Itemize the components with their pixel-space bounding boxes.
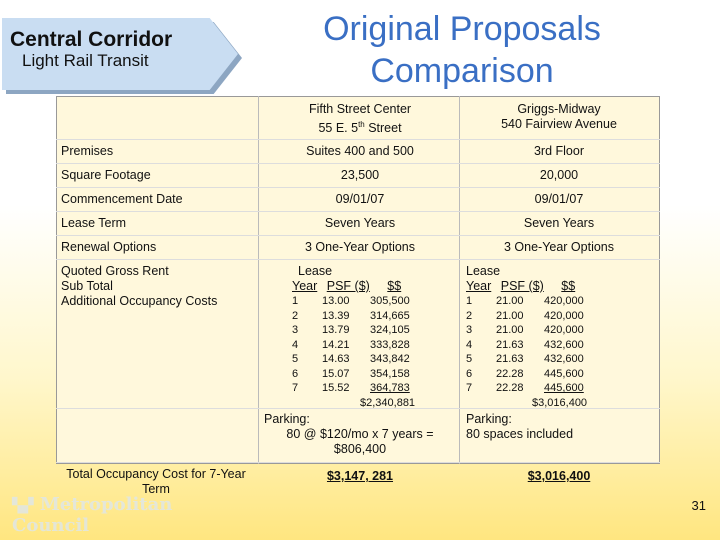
schedule-row	[292, 381, 414, 396]
schedule-row	[466, 352, 588, 367]
schedule-row	[466, 381, 588, 396]
schedule-psf: 21.63	[496, 338, 524, 351]
schedule-row	[466, 294, 588, 309]
schedule-year: 2	[292, 309, 299, 322]
cell-square-footage-1: 23,500	[340, 168, 380, 182]
schedule-row	[292, 338, 414, 353]
schedule-row	[292, 352, 414, 367]
rent-labels	[61, 264, 256, 309]
schedule-year: 4	[292, 338, 299, 351]
parking-cost: $806,400	[333, 442, 387, 456]
title-line-1: Original Proposals	[323, 10, 601, 48]
header-psf: PSF ($)	[500, 279, 544, 293]
row-divider	[56, 235, 660, 236]
cell-renewal-1: 3 One-Year Options	[304, 240, 416, 254]
row-label-lease-term: Lease Term	[61, 216, 127, 230]
rent-schedule-1	[292, 264, 452, 411]
header-psf: PSF ($)	[326, 279, 370, 293]
schedule-total: $2,340,881	[360, 396, 416, 409]
row-label-square-footage: Square Footage	[61, 168, 151, 182]
schedule-psf: 22.28	[496, 382, 524, 394]
column-address: 540 Fairview Avenue	[501, 117, 617, 131]
schedule-amount: 333,828	[370, 338, 410, 351]
row-divider	[56, 139, 660, 140]
schedule-amount: 324,105	[370, 324, 410, 336]
header-year: Year	[466, 279, 492, 293]
schedule-year: 3	[466, 324, 473, 336]
schedule-psf: 21.00	[496, 295, 524, 307]
cell-square-footage-2: 20,000	[539, 168, 579, 182]
schedule-psf: 21.00	[496, 324, 524, 336]
schedule-psf: 14.63	[322, 353, 350, 365]
header-dollars: $$	[561, 279, 576, 293]
schedule-amount: 343,842	[370, 353, 410, 365]
schedule-psf: 13.00	[322, 295, 350, 307]
schedule-amount: 432,600	[544, 338, 584, 351]
schedule-row	[292, 367, 414, 382]
schedule-year: 1	[292, 295, 299, 307]
schedule-year: 5	[466, 353, 473, 365]
schedule-row	[466, 367, 588, 382]
schedule-psf: 13.79	[322, 324, 350, 336]
parking-1	[262, 412, 458, 457]
schedule-amount: 305,500	[370, 295, 410, 307]
column-header-fifth-street	[262, 102, 458, 136]
schedule-year: 6	[466, 367, 473, 380]
column-name: Fifth Street Center	[308, 102, 412, 116]
row-divider	[56, 163, 660, 164]
cell-lease-term-2: Seven Years	[523, 216, 595, 230]
schedule-psf: 15.07	[322, 367, 350, 380]
slide-title	[300, 8, 624, 92]
row-label-premises: Premises	[61, 144, 114, 158]
schedule-amount: 420,000	[544, 295, 584, 307]
total-1: $3,147, 281	[326, 469, 394, 483]
schedule-year: 6	[292, 367, 299, 380]
total-label: Total Occupancy Cost for 7-Year Term	[66, 467, 246, 496]
schedule-row	[292, 294, 414, 309]
cell-lease-term-1: Seven Years	[324, 216, 396, 230]
schedule-row	[466, 323, 588, 338]
cell-renewal-2: 3 One-Year Options	[503, 240, 615, 254]
header-year: Year	[292, 279, 318, 293]
row-divider	[56, 462, 660, 463]
schedule-year: 1	[466, 295, 473, 307]
parking-2	[466, 412, 656, 442]
row-divider	[56, 211, 660, 212]
column-header-griggs-midway	[462, 102, 656, 132]
parking-detail: 80 spaces included	[466, 427, 574, 441]
schedule-total: $3,016,400	[532, 396, 588, 409]
rent-schedule-2	[466, 264, 636, 411]
schedule-header-row	[292, 279, 452, 294]
schedule-psf: 21.63	[496, 353, 524, 365]
row-label-commencement: Commencement Date	[61, 192, 183, 206]
page-number: 31	[691, 498, 706, 513]
schedule-year: 5	[292, 353, 299, 365]
row-divider	[56, 259, 660, 260]
header-dollars: $$	[387, 279, 402, 293]
schedule-amount: 420,000	[544, 324, 584, 336]
row-divider	[56, 187, 660, 188]
label-additional-costs: Additional Occupancy Costs	[61, 294, 218, 308]
parking-label: Parking:	[466, 412, 512, 426]
cell-premises-2: 3rd Floor	[533, 144, 585, 158]
schedule-amount: 420,000	[544, 309, 584, 322]
schedule-table	[292, 294, 414, 396]
schedule-amount: 445,600	[544, 367, 584, 380]
schedule-year: 7	[466, 382, 473, 394]
schedule-amount: 314,665	[370, 309, 410, 322]
logo-mark-icon: ▚▞	[12, 498, 34, 514]
cell-commencement-1: 09/01/07	[335, 192, 385, 206]
header-lease: Lease	[298, 264, 333, 278]
cell-premises-1: Suites 400 and 500	[306, 144, 414, 158]
title-line-2: Comparison	[370, 52, 554, 90]
column-name: Griggs-Midway	[517, 102, 601, 116]
schedule-table	[466, 294, 588, 396]
parking-label: Parking:	[264, 412, 310, 426]
schedule-header-row	[466, 279, 636, 294]
schedule-psf: 22.28	[496, 367, 524, 380]
row-label-renewal: Renewal Options	[61, 240, 157, 254]
schedule-row	[292, 309, 414, 324]
label-sub-total: Sub Total	[61, 279, 113, 293]
schedule-psf: 15.52	[322, 382, 350, 394]
schedule-amount: 364,783	[370, 382, 410, 394]
schedule-year: 2	[466, 309, 473, 322]
header-lease: Lease	[466, 264, 501, 278]
schedule-amount: 432,600	[544, 353, 584, 365]
badge-title: Central Corridor	[10, 28, 173, 51]
total-2: $3,016,400	[527, 469, 591, 483]
schedule-psf: 14.21	[322, 338, 350, 351]
schedule-year: 7	[292, 382, 299, 394]
label-quoted-gross-rent: Quoted Gross Rent	[61, 264, 169, 278]
schedule-row	[466, 309, 588, 324]
schedule-row	[466, 338, 588, 353]
schedule-psf: 21.00	[496, 309, 524, 322]
cell-commencement-2: 09/01/07	[534, 192, 584, 206]
schedule-year: 3	[292, 324, 299, 336]
schedule-row	[292, 323, 414, 338]
schedule-amount: 354,158	[370, 367, 410, 380]
parking-detail: 80 @ $120/mo x 7 years =	[286, 427, 434, 441]
schedule-psf: 13.39	[322, 309, 350, 322]
schedule-year: 4	[466, 338, 473, 351]
metropolitan-council-logo	[12, 494, 226, 536]
logo-text: Metropolitan Council	[12, 494, 173, 536]
badge-subtitle: Light Rail Transit	[22, 51, 149, 70]
schedule-amount: 445,600	[544, 382, 584, 394]
column-address: 55 E. 5th Street	[318, 120, 402, 136]
